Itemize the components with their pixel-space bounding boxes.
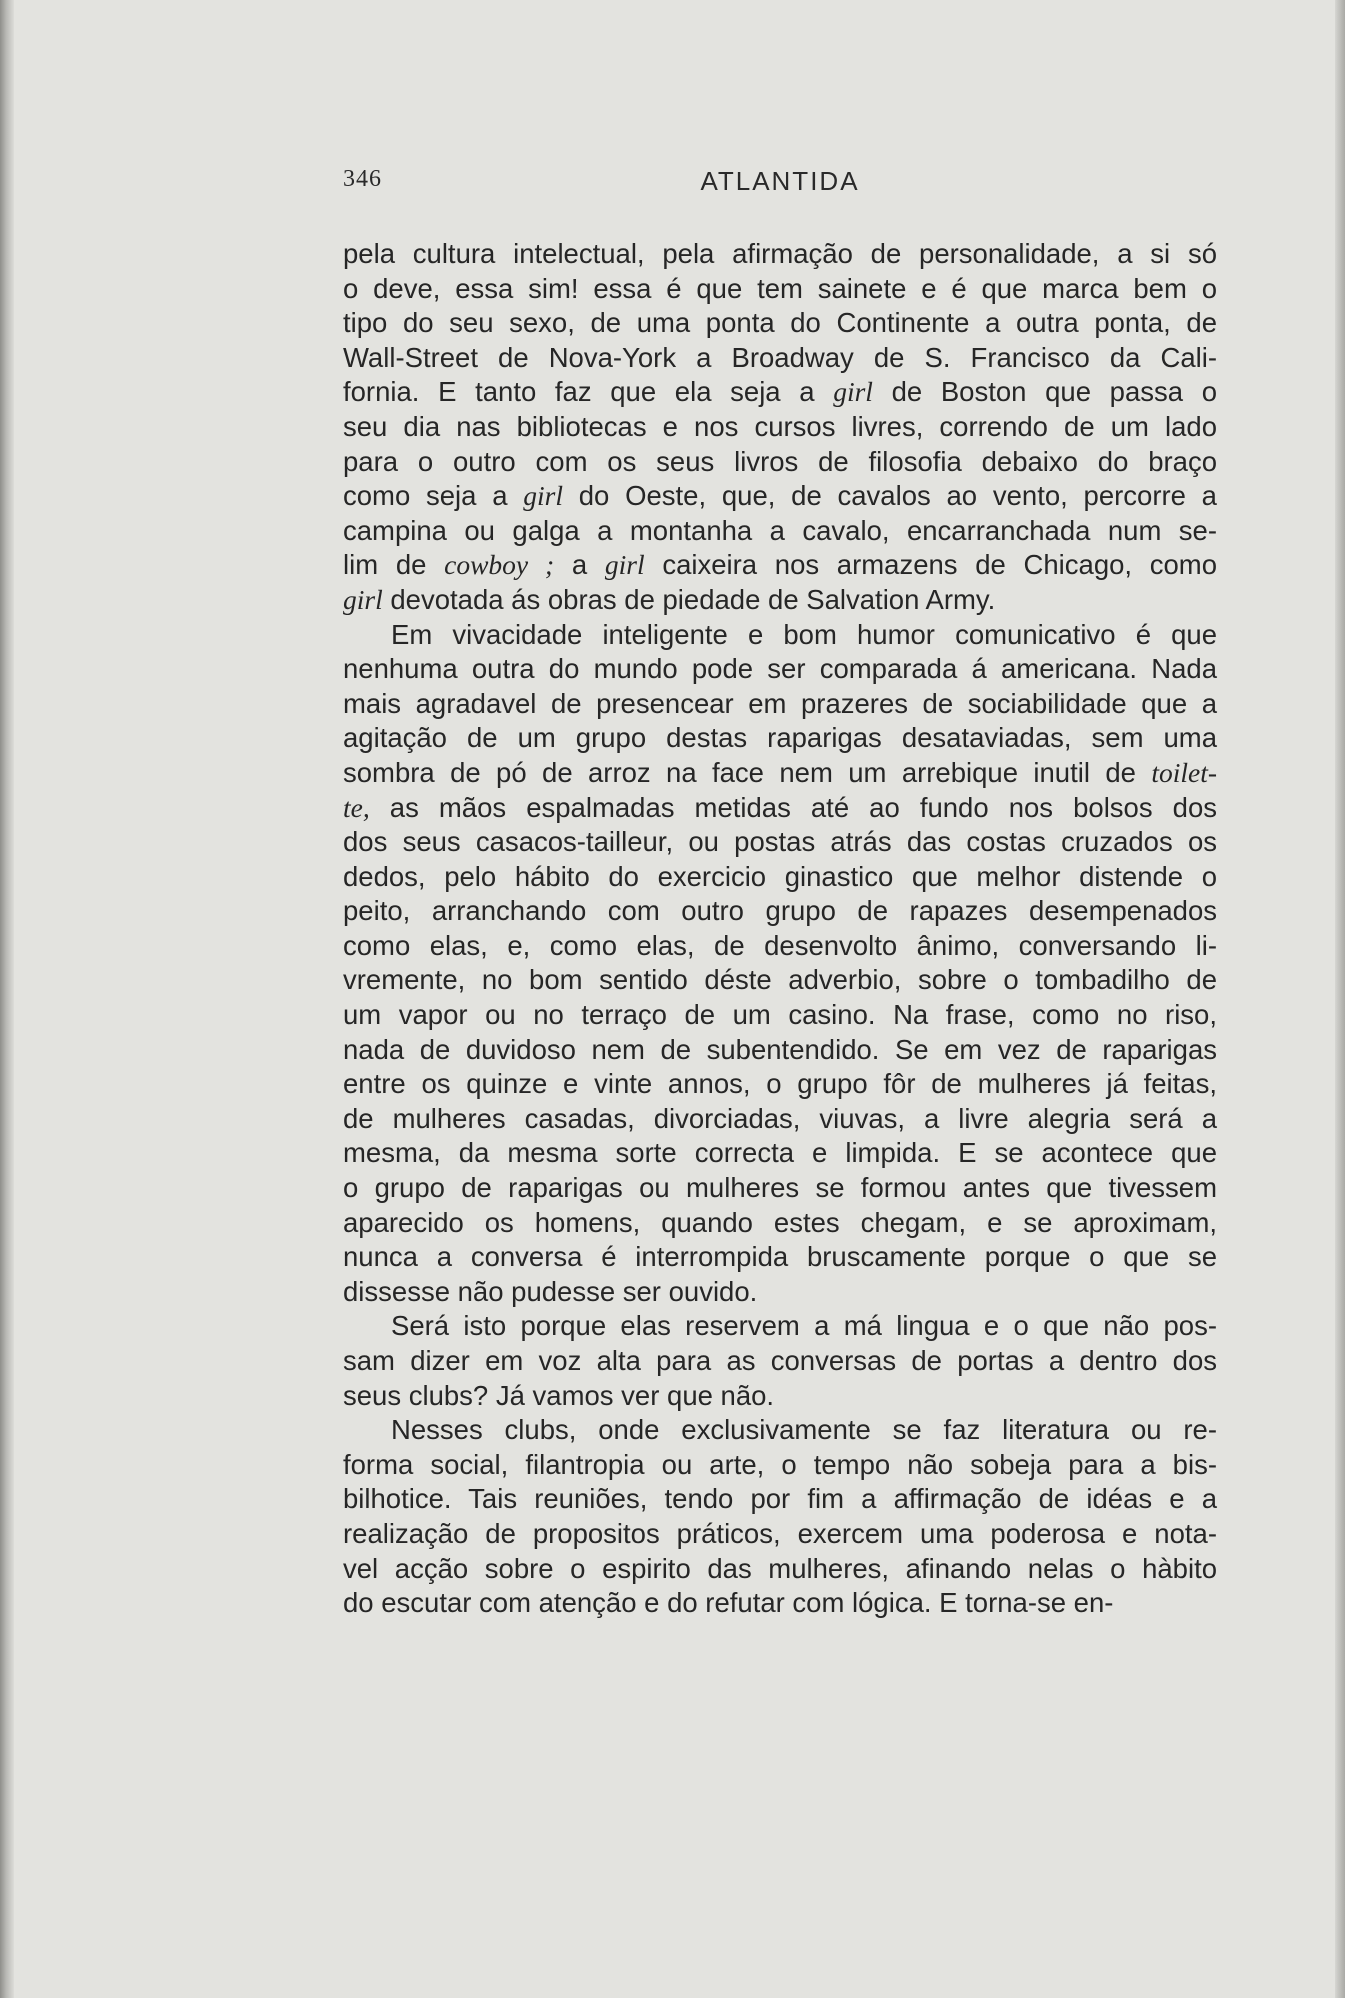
italic-word: toilet-: [1151, 756, 1217, 788]
text-line: [343, 618, 1217, 653]
text-segment: realização de propositos práticos, exercem uma poderosa e nota-: [343, 1517, 1217, 1549]
text-line: [343, 929, 1217, 964]
text-line: [343, 1586, 1217, 1621]
text-segment: dos seus casacos-tailleur, ou postas atrás das costas cruzados os: [343, 826, 1217, 858]
text-segment: mais agradavel de presencear em prazeres de sociabilidade que a: [343, 687, 1217, 719]
text-segment: campina ou galga a montanha a cavalo, encarranchada num se-: [343, 514, 1217, 546]
text-segment: forma social, filantropia ou arte, o tempo não sobeja para a bis-: [343, 1448, 1217, 1480]
text-line: [343, 375, 1217, 410]
text-segment: nunca a conversa é interrompida bruscamente porque o que se: [343, 1241, 1217, 1273]
text-line: [343, 1171, 1217, 1206]
text-segment: a: [554, 549, 605, 581]
page-number: 346: [343, 166, 382, 192]
text-line: [343, 963, 1217, 998]
italic-word: cowboy ;: [444, 549, 555, 581]
text-segment: aparecido os homens, quando estes chegam, e se aproximam,: [343, 1206, 1217, 1238]
text-segment: para o outro com os seus livros de filosofia debaixo do braço: [343, 445, 1217, 477]
text-line: [343, 998, 1217, 1033]
text-segment: um vapor ou no terraço de um casino. Na frase, como no riso,: [343, 999, 1217, 1031]
text-line: [343, 306, 1217, 341]
running-title: ATLANTIDA: [700, 166, 860, 196]
text-line: [343, 721, 1217, 756]
italic-word: girl: [833, 376, 873, 408]
page-binding-shadow: [0, 0, 14, 1998]
italic-word: girl: [523, 480, 563, 512]
text-line: [343, 860, 1217, 895]
text-segment: do escutar com atenção e do refutar com lógica. E torna-se en-: [343, 1587, 1114, 1619]
text-line: [343, 1344, 1217, 1379]
text-segment: vremente, no bom sentido déste adverbio, sobre o tombadilho de: [343, 964, 1217, 996]
text-segment: como seja a: [343, 480, 524, 512]
text-segment: entre os quinze e vinte annos, o grupo fôr de mulheres já feitas,: [343, 1068, 1217, 1100]
italic-word: girl: [604, 549, 645, 581]
text-line: [343, 687, 1217, 722]
text-line: [343, 341, 1217, 376]
text-segment: do Oeste, que, de cavalos ao vento, percorre a: [563, 480, 1217, 512]
italic-word: te,: [343, 791, 370, 823]
text-segment: dedos, pelo hábito do exercicio ginastico que melhor distende o: [343, 860, 1217, 892]
text-segment: mesma, da mesma sorte correcta e limpida. E se acontece que: [343, 1137, 1217, 1169]
text-line: [343, 652, 1217, 687]
text-line: [343, 791, 1217, 826]
text-line: [343, 445, 1217, 480]
text-segment: caixeira nos armazens de Chicago, como: [644, 549, 1217, 581]
text-segment: devotada ás obras de piedade de Salvation Army.: [382, 583, 996, 615]
text-line: [343, 1413, 1217, 1448]
text-line: [343, 479, 1217, 514]
text-line: [343, 1067, 1217, 1102]
text-line: [343, 1206, 1217, 1241]
text-segment: o deve, essa sim! essa é que tem sainete e é que marca bem o: [343, 272, 1217, 304]
page-edge-shadow: [1335, 0, 1345, 1998]
text-segment: de Boston que passa o: [872, 376, 1217, 408]
text-segment: como elas, e, como elas, de desenvolto ânimo, conversando li-: [343, 929, 1217, 961]
text-line: [343, 1033, 1217, 1068]
text-segment: de mulheres casadas, divorciadas, viuvas, a livre alegria será a: [343, 1102, 1217, 1134]
text-line: [343, 1136, 1217, 1171]
text-line: [343, 583, 1217, 618]
text-segment: bilhotice. Tais reuniões, tendo por fim a affirmação de idéas e a: [343, 1483, 1217, 1515]
italic-word: girl: [343, 583, 383, 615]
text-segment: pela cultura intelectual, pela afirmação de personalidade, a si só: [343, 238, 1217, 269]
text-segment: lim de: [343, 549, 445, 581]
text-segment: dissesse não pudesse ser ouvido.: [343, 1275, 758, 1307]
text-segment: as mãos espalmadas metidas até ao fundo nos bolsos dos: [369, 791, 1217, 823]
text-line: [343, 1102, 1217, 1137]
text-segment: sombra de pó de arroz na face nem um arrebique inutil de: [343, 756, 1152, 788]
text-line: [343, 1552, 1217, 1587]
text-segment: Nesses clubs, onde exclusivamente se faz literatura ou re-: [391, 1414, 1217, 1446]
text-line: [343, 237, 1217, 272]
text-line: [343, 1482, 1217, 1517]
body-text: [343, 237, 1217, 1621]
text-segment: peito, arranchando com outro grupo de rapazes desempenados: [343, 895, 1217, 927]
text-line: [343, 1448, 1217, 1483]
text-line: [343, 1275, 1217, 1310]
text-segment: Em vivacidade inteligente e bom humor comunicativo é que: [391, 618, 1217, 650]
text-segment: nenhuma outra do mundo pode ser comparada á americana. Nada: [343, 653, 1217, 685]
text-segment: seu dia nas bibliotecas e nos cursos livres, correndo de um lado: [343, 410, 1217, 442]
text-segment: nada de duvidoso nem de subentendido. Se em vez de raparigas: [343, 1033, 1217, 1065]
page-header: [343, 166, 1217, 206]
text-segment: fornia. E tanto faz que ela seja a: [343, 376, 834, 408]
text-line: [343, 514, 1217, 549]
text-line: [343, 272, 1217, 307]
text-segment: Será isto porque elas reservem a má lingua e o que não pos-: [391, 1310, 1217, 1342]
text-line: [343, 1309, 1217, 1344]
text-segment: vel acção sobre o espirito das mulheres, afinando nelas o hàbito: [343, 1552, 1217, 1584]
text-line: [343, 1379, 1217, 1414]
text-line: [343, 756, 1217, 791]
text-segment: tipo do seu sexo, de uma ponta do Continente a outra ponta, de: [343, 307, 1217, 339]
text-line: [343, 1240, 1217, 1275]
text-segment: seus clubs? Já vamos ver que não.: [343, 1379, 775, 1411]
text-segment: agitação de um grupo destas raparigas desataviadas, sem uma: [343, 722, 1217, 754]
text-line: [343, 894, 1217, 929]
text-segment: sam dizer em voz alta para as conversas de portas a dentro dos: [343, 1345, 1217, 1376]
text-line: [343, 1517, 1217, 1552]
text-segment: o grupo de raparigas ou mulheres se formou antes que tivessem: [343, 1172, 1217, 1204]
text-segment: Wall-Street de Nova-York a Broadway de S. Francisco da Cali-: [343, 341, 1217, 373]
text-line: [343, 825, 1217, 860]
text-line: [343, 410, 1217, 445]
text-line: [343, 548, 1217, 583]
